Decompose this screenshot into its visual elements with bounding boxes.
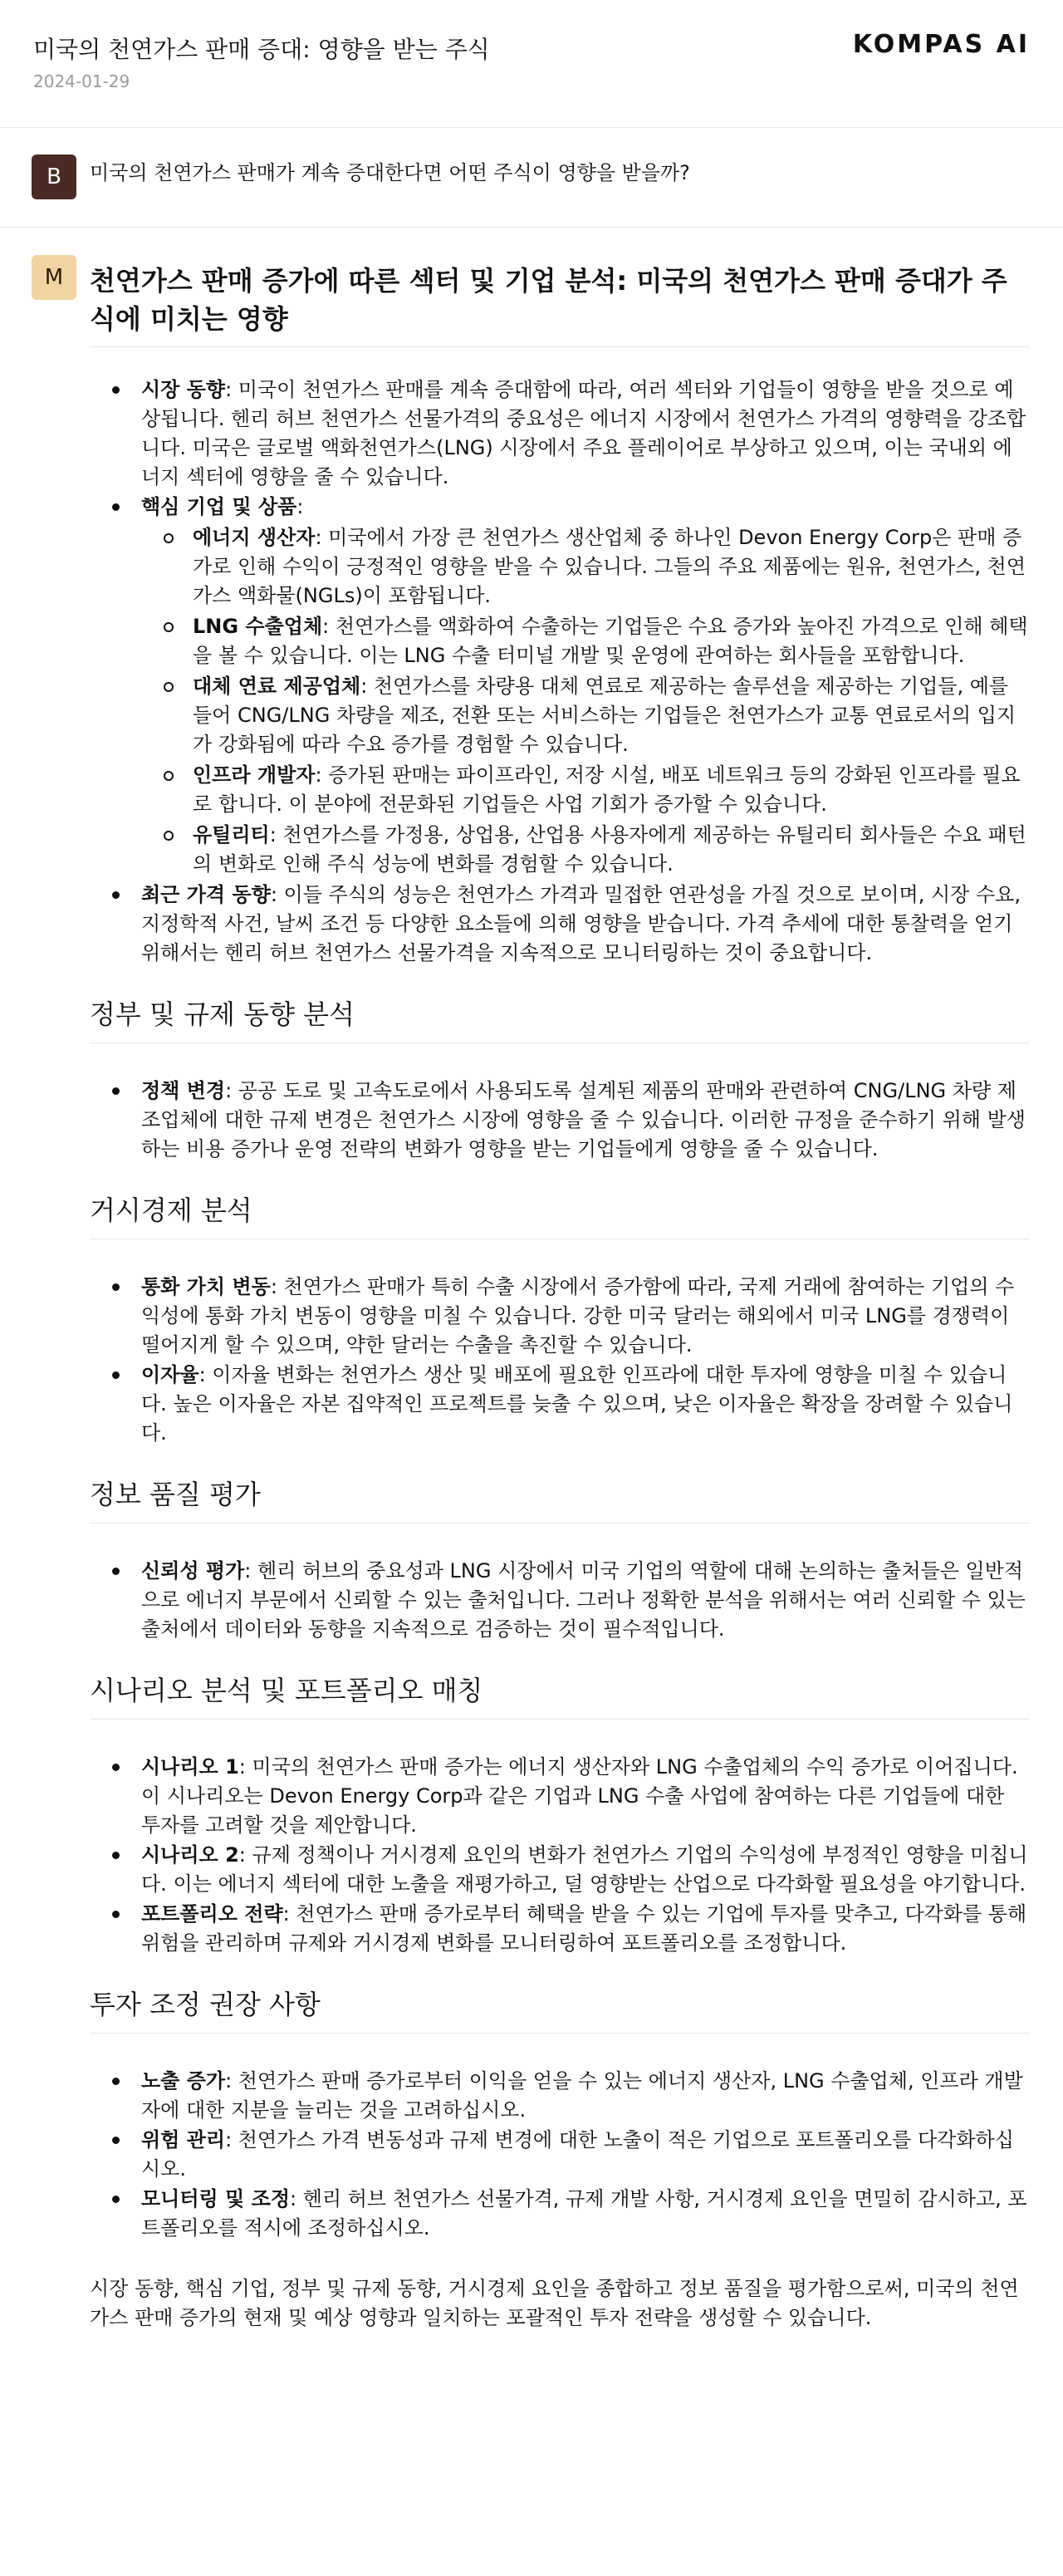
item-label: 대체 연료 제공업체 — [193, 675, 361, 698]
list-item — [90, 1841, 1030, 1899]
quality-list — [90, 1557, 1030, 1644]
sub-list-item — [141, 761, 1030, 819]
item-label: 이자율 — [141, 1363, 199, 1386]
item-text: : 증가된 판매는 파이프라인, 저장 시설, 배포 네트워크 등의 강화된 인프라를 필요로 합니다. 이 분야에 전문화된 기업들은 사업 기회가 증가할 수 있습니다. — [193, 763, 1021, 816]
market-list — [90, 375, 1030, 968]
item-text: : 미국이 천연가스 판매를 계속 증대함에 따라, 여러 섹터와 기업들이 영향을 받을 것으로 예상됩니다. 헨리 허브 천연가스 선물가격의 중요성은 에너지 시장에서 천연가스 가격의 영향력을 강조합니다. 미국은 글로벌 액화천연가스(LNG) 시장에서 주요 플레이어로 부상하고 있으며, 이는 국내외 에너지 섹터에 영향을 줄 수 있습니다. — [141, 378, 1026, 488]
item-label: 통화 가치 변동 — [141, 1275, 271, 1298]
list-item — [90, 1753, 1030, 1840]
item-text: : 규제 정책이나 거시경제 요인의 변화가 천연가스 기업의 수익성에 부정적인 영향을 미칩니다. 이는 에너지 섹터에 대한 노출을 재평가하고, 덜 영향받는 산업으로 다각화할 필요성을 야기합니다. — [141, 1843, 1028, 1896]
list-item — [90, 1557, 1030, 1644]
section-heading: 정부 및 규제 동향 분석 — [90, 996, 1030, 1043]
regulation-list — [90, 1077, 1030, 1164]
page-title: 미국의 천연가스 판매 증대: 영향을 받는 주식 — [33, 36, 490, 63]
item-label: 모니터링 및 조정 — [141, 2187, 290, 2210]
macro-list — [90, 1273, 1030, 1448]
item-label: 정책 변경 — [141, 1079, 226, 1102]
list-item — [90, 2126, 1030, 2184]
sub-list-item — [141, 672, 1030, 759]
item-text: : 천연가스를 액화하여 수출하는 기업들은 수요 증가와 높아진 가격으로 인해 혜택을 볼 수 있습니다. 이는 LNG 수출 터미널 개발 및 운영에 관여하는 회사들을 포함합니다. — [193, 615, 1028, 667]
list-item — [90, 1361, 1030, 1448]
item-text: : 미국에서 가장 큰 천연가스 생산업체 중 하나인 Devon Energy Corp은 판매 증가로 인해 수익이 긍정적인 영향을 받을 수 있습니다. 그들의 주요 제품에는 원유, 천연가스, 천연가스 액화물(NGLs)이 포함됩니다. — [193, 526, 1026, 607]
item-text: : 천연가스를 가정용, 상업용, 산업용 사용자에게 제공하는 유틸리티 회사들은 수요 패턴의 변화로 인해 주식 성능에 변화를 경험할 수 있습니다. — [193, 823, 1026, 876]
item-text: : 헨리 허브의 중요성과 LNG 시장에서 미국 기업의 역할에 대해 논의하는 출처들은 일반적으로 에너지 부문에서 신뢰할 수 있는 출처입니다. 그러나 정확한 분석을 위해서는 여러 신뢰할 수 있는 출처에서 데이터와 동향을 지속적으로 검증하는 것이 필수적입니다. — [141, 1559, 1026, 1641]
question-text: 미국의 천연가스 판매가 계속 증대한다면 어떤 주식이 영향을 받을까? — [90, 161, 690, 184]
conclusion-text: 시장 동향, 핵심 기업, 정부 및 규제 동향, 거시경제 요인을 종합하고 정보 품질을 평가함으로써, 미국의 천연가스 판매 증가의 현재 및 예상 영향과 일치하는 포괄적인 투자 전략을 생성할 수 있습니다. — [90, 2277, 1019, 2329]
section-heading: 정보 품질 평가 — [90, 1476, 1030, 1524]
recommendation-list — [90, 2067, 1030, 2243]
item-text: : 천연가스 판매 증가로부터 이익을 얻을 수 있는 에너지 생산자, LNG 수출업체, 인프라 개발자에 대한 지분을 늘리는 것을 고려하십시오. — [141, 2069, 1023, 2122]
item-label: 유틸리티 — [193, 823, 270, 846]
item-label: 위험 관리 — [141, 2128, 226, 2152]
ai-avatar: M — [32, 255, 76, 300]
list-item — [90, 1900, 1030, 1958]
list-item — [90, 2185, 1030, 2243]
kompas-logo: KOMPAS AI — [852, 30, 1030, 59]
item-label: 핵심 기업 및 상품 — [141, 495, 297, 518]
item-label: 에너지 생산자 — [193, 526, 316, 549]
section-heading: 거시경제 분석 — [90, 1192, 1030, 1239]
item-label: 인프라 개발자 — [193, 763, 316, 787]
user-avatar: B — [32, 155, 76, 199]
sub-list-item — [141, 612, 1030, 670]
item-text: : 천연가스 가격 변동성과 규제 변경에 대한 노출이 적은 기업으로 포트폴리오를 다각화하십시오. — [141, 2128, 1014, 2181]
item-text: : 천연가스를 차량용 대체 연료로 제공하는 솔루션을 제공하는 기업들, 예를 들어 CNG/LNG 차량을 제조, 전환 또는 서비스하는 기업들은 천연가스가 교통 연료로서의 입지가 강화됨에 따라 수요 증가를 경험할 수 있습니다. — [193, 675, 1016, 756]
item-text: : 공공 도로 및 고속도로에서 사용되도록 설계된 제품의 판매와 관련하여 CNG/LNG 차량 제조업체에 대한 규제 변경은 천연가스 시장에 영향을 줄 수 있습니다. 이러한 규정을 준수하기 위해 발생하는 비용 증가나 운영 전략의 변화가 영향을 받는 기업들에게 영향을 줄 수 있습니다. — [141, 1079, 1026, 1160]
item-label: 시나리오 1 — [141, 1755, 239, 1779]
page-date: 2024-01-29 — [33, 71, 130, 91]
answer-content — [90, 262, 1030, 2333]
item-text: : 이들 주식의 성능은 천연가스 가격과 밀접한 연관성을 가질 것으로 보이며, 시장 수요, 지정학적 사건, 날씨 조건 등 다양한 요소들에 의해 영향을 받습니다. 가격 추세에 대한 통찰력을 얻기 위해서는 헨리 허브 천연가스 선물가격을 지속적으로 모니터링하는 것이 중요합니다. — [141, 883, 1021, 964]
scenario-list — [90, 1753, 1030, 1958]
section-heading: 투자 조정 권장 사항 — [90, 1986, 1030, 2034]
item-text: : 헨리 허브 천연가스 선물가격, 규제 개발 사항, 거시경제 요인을 면밀히 감시하고, 포트폴리오를 적시에 조정하십시오. — [141, 2187, 1027, 2240]
list-item — [90, 881, 1030, 968]
item-label: 최근 가격 동향 — [141, 883, 271, 906]
item-label: 노출 증가 — [141, 2069, 226, 2093]
item-label: 시나리오 2 — [141, 1843, 239, 1867]
item-label: 시장 동향 — [141, 378, 226, 401]
sub-list-item — [141, 523, 1030, 611]
item-text: : 천연가스 판매가 특히 수출 시장에서 증가함에 따라, 국제 거래에 참여하는 기업의 수익성에 통화 가치 변동이 영향을 미칠 수 있습니다. 강한 미국 달러는 해외에서 미국 LNG를 경쟁력이 떨어지게 할 수 있으며, 약한 달러는 수출을 촉진할 수 있습니다. — [141, 1275, 1015, 1357]
item-label: 신뢰성 평가 — [141, 1559, 245, 1582]
item-text: : — [296, 495, 304, 518]
item-text: : 이자율 변화는 천연가스 생산 및 배포에 필요한 인프라에 대한 투자에 영향을 미칠 수 있습니다. 높은 이자율은 자본 집약적인 프로젝트를 늦출 수 있으며, 낮은 이자율은 확장을 장려할 수 있습니다. — [141, 1363, 1013, 1445]
list-item — [90, 2067, 1030, 2125]
item-label: LNG 수출업체 — [193, 615, 323, 638]
list-item — [90, 375, 1030, 492]
sub-list-item — [141, 821, 1030, 879]
page-header — [0, 0, 1063, 128]
section-heading: 시나리오 분석 및 포트폴리오 매칭 — [90, 1672, 1030, 1720]
item-text: : 미국의 천연가스 판매 증가는 에너지 생산자와 LNG 수출업체의 수익 증가로 이어집니다. 이 시나리오는 Devon Energy Corp과 같은 기업과 LNG 수출 사업에 참여하는 다른 기업들에 대한 투자를 고려할 것을 제안합니다. — [141, 1755, 1018, 1837]
core-companies-list — [141, 523, 1030, 879]
list-item — [90, 1273, 1030, 1360]
answer-title: 천연가스 판매 증가에 따른 섹터 및 기업 분석: 미국의 천연가스 판매 증대가 주식에 미치는 영향 — [90, 262, 1030, 347]
list-item — [90, 1077, 1030, 1164]
item-text: : 천연가스 판매 증가로부터 혜택을 받을 수 있는 기업에 투자를 맞추고, 다각화를 통해 위험을 관리하며 규제와 거시경제 변화를 모니터링하여 포트폴리오를 조정합니다. — [141, 1902, 1027, 1955]
list-item — [90, 493, 1030, 879]
item-label: 포트폴리오 전략 — [141, 1902, 283, 1926]
